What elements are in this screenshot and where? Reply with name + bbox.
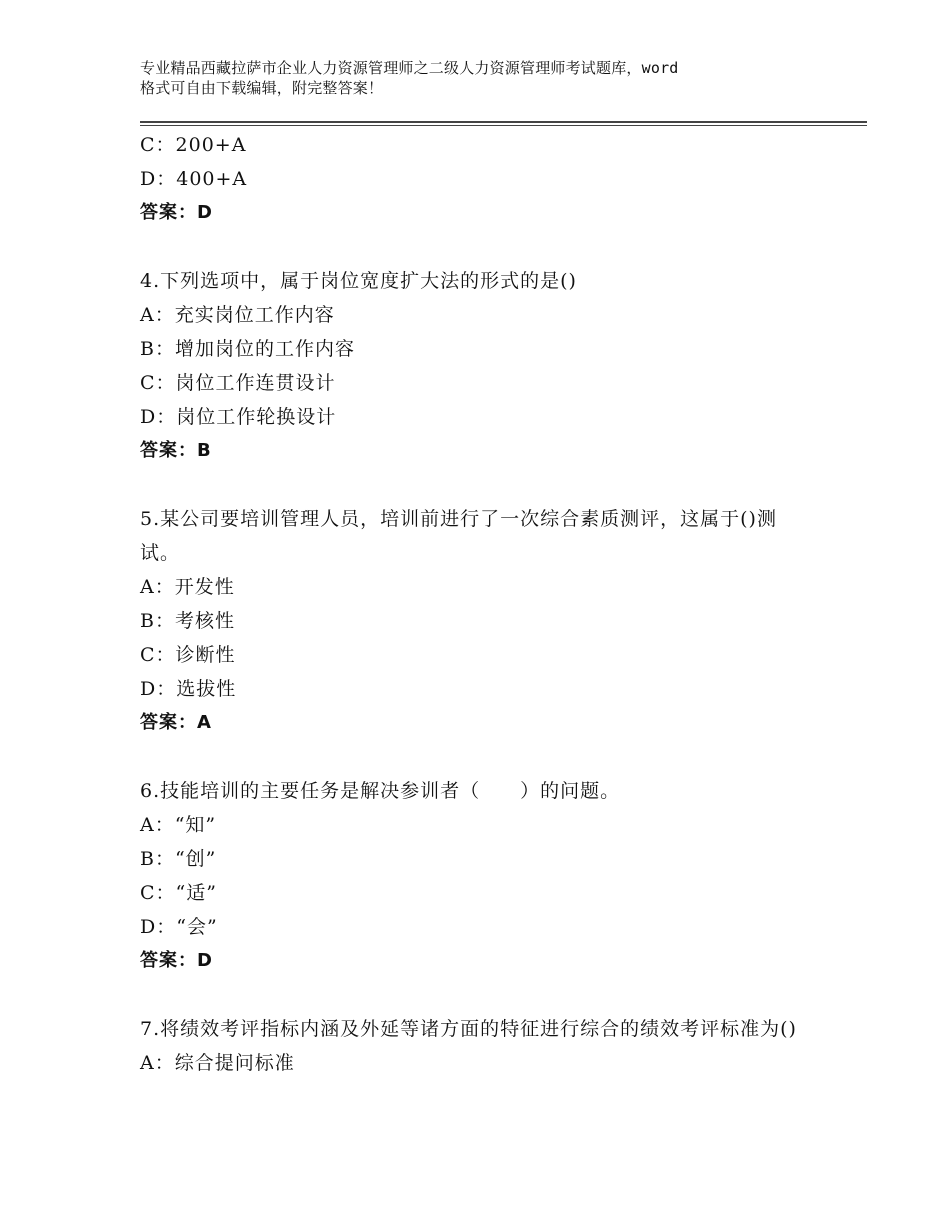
option-b: B：考核性 <box>140 610 235 632</box>
option-c: C：岗位工作连贯设计 <box>140 372 336 394</box>
header-divider-bottom <box>140 125 867 126</box>
option-d: D：“会” <box>140 916 218 938</box>
option-d: D：岗位工作轮换设计 <box>140 406 337 428</box>
question-4 <box>140 264 860 468</box>
header-line-2: 格式可自由下载编辑，附完整答案！ <box>140 79 384 97</box>
header-divider-top <box>140 121 867 123</box>
option-a: A：充实岗位工作内容 <box>140 304 335 326</box>
document-header <box>140 58 840 98</box>
question-5 <box>140 502 860 740</box>
spacer <box>140 230 860 264</box>
spacer <box>140 740 860 774</box>
question-stem: 6.技能培训的主要任务是解决参训者（ ）的问题。 <box>140 780 621 802</box>
question-stem: 7.将绩效考评指标内涵及外延等诸方面的特征进行综合的绩效考评标准为() <box>140 1018 797 1040</box>
option-c: C：诊断性 <box>140 644 236 666</box>
answer-line: 答案：D <box>140 202 213 223</box>
option-a: A：“知” <box>140 814 217 836</box>
option-d: D：选拔性 <box>140 678 237 700</box>
option-c: C：“适” <box>140 882 217 904</box>
option-c: C：200+A <box>140 134 247 156</box>
question-stem: 4.下列选项中，属于岗位宽度扩大法的形式的是() <box>140 270 577 292</box>
answer-line: 答案：D <box>140 950 213 971</box>
option-b: B：“创” <box>140 848 217 870</box>
option-d: D：400+A <box>140 168 248 190</box>
answer-line: 答案：A <box>140 712 212 733</box>
question-6 <box>140 774 860 978</box>
option-a: A：综合提问标准 <box>140 1052 295 1074</box>
partial-question <box>140 128 860 230</box>
spacer <box>140 978 860 1012</box>
question-7 <box>140 1012 860 1080</box>
option-a: A：开发性 <box>140 576 235 598</box>
question-list <box>140 128 860 1080</box>
spacer <box>140 468 860 502</box>
option-b: B：增加岗位的工作内容 <box>140 338 355 360</box>
header-line-1: 专业精品西藏拉萨市企业人力资源管理师之二级人力资源管理师考试题库，word <box>140 59 679 77</box>
question-stem: 5.某公司要培训管理人员，培训前进行了一次综合素质测评，这属于()测试。 <box>140 508 777 564</box>
answer-line: 答案：B <box>140 440 212 461</box>
